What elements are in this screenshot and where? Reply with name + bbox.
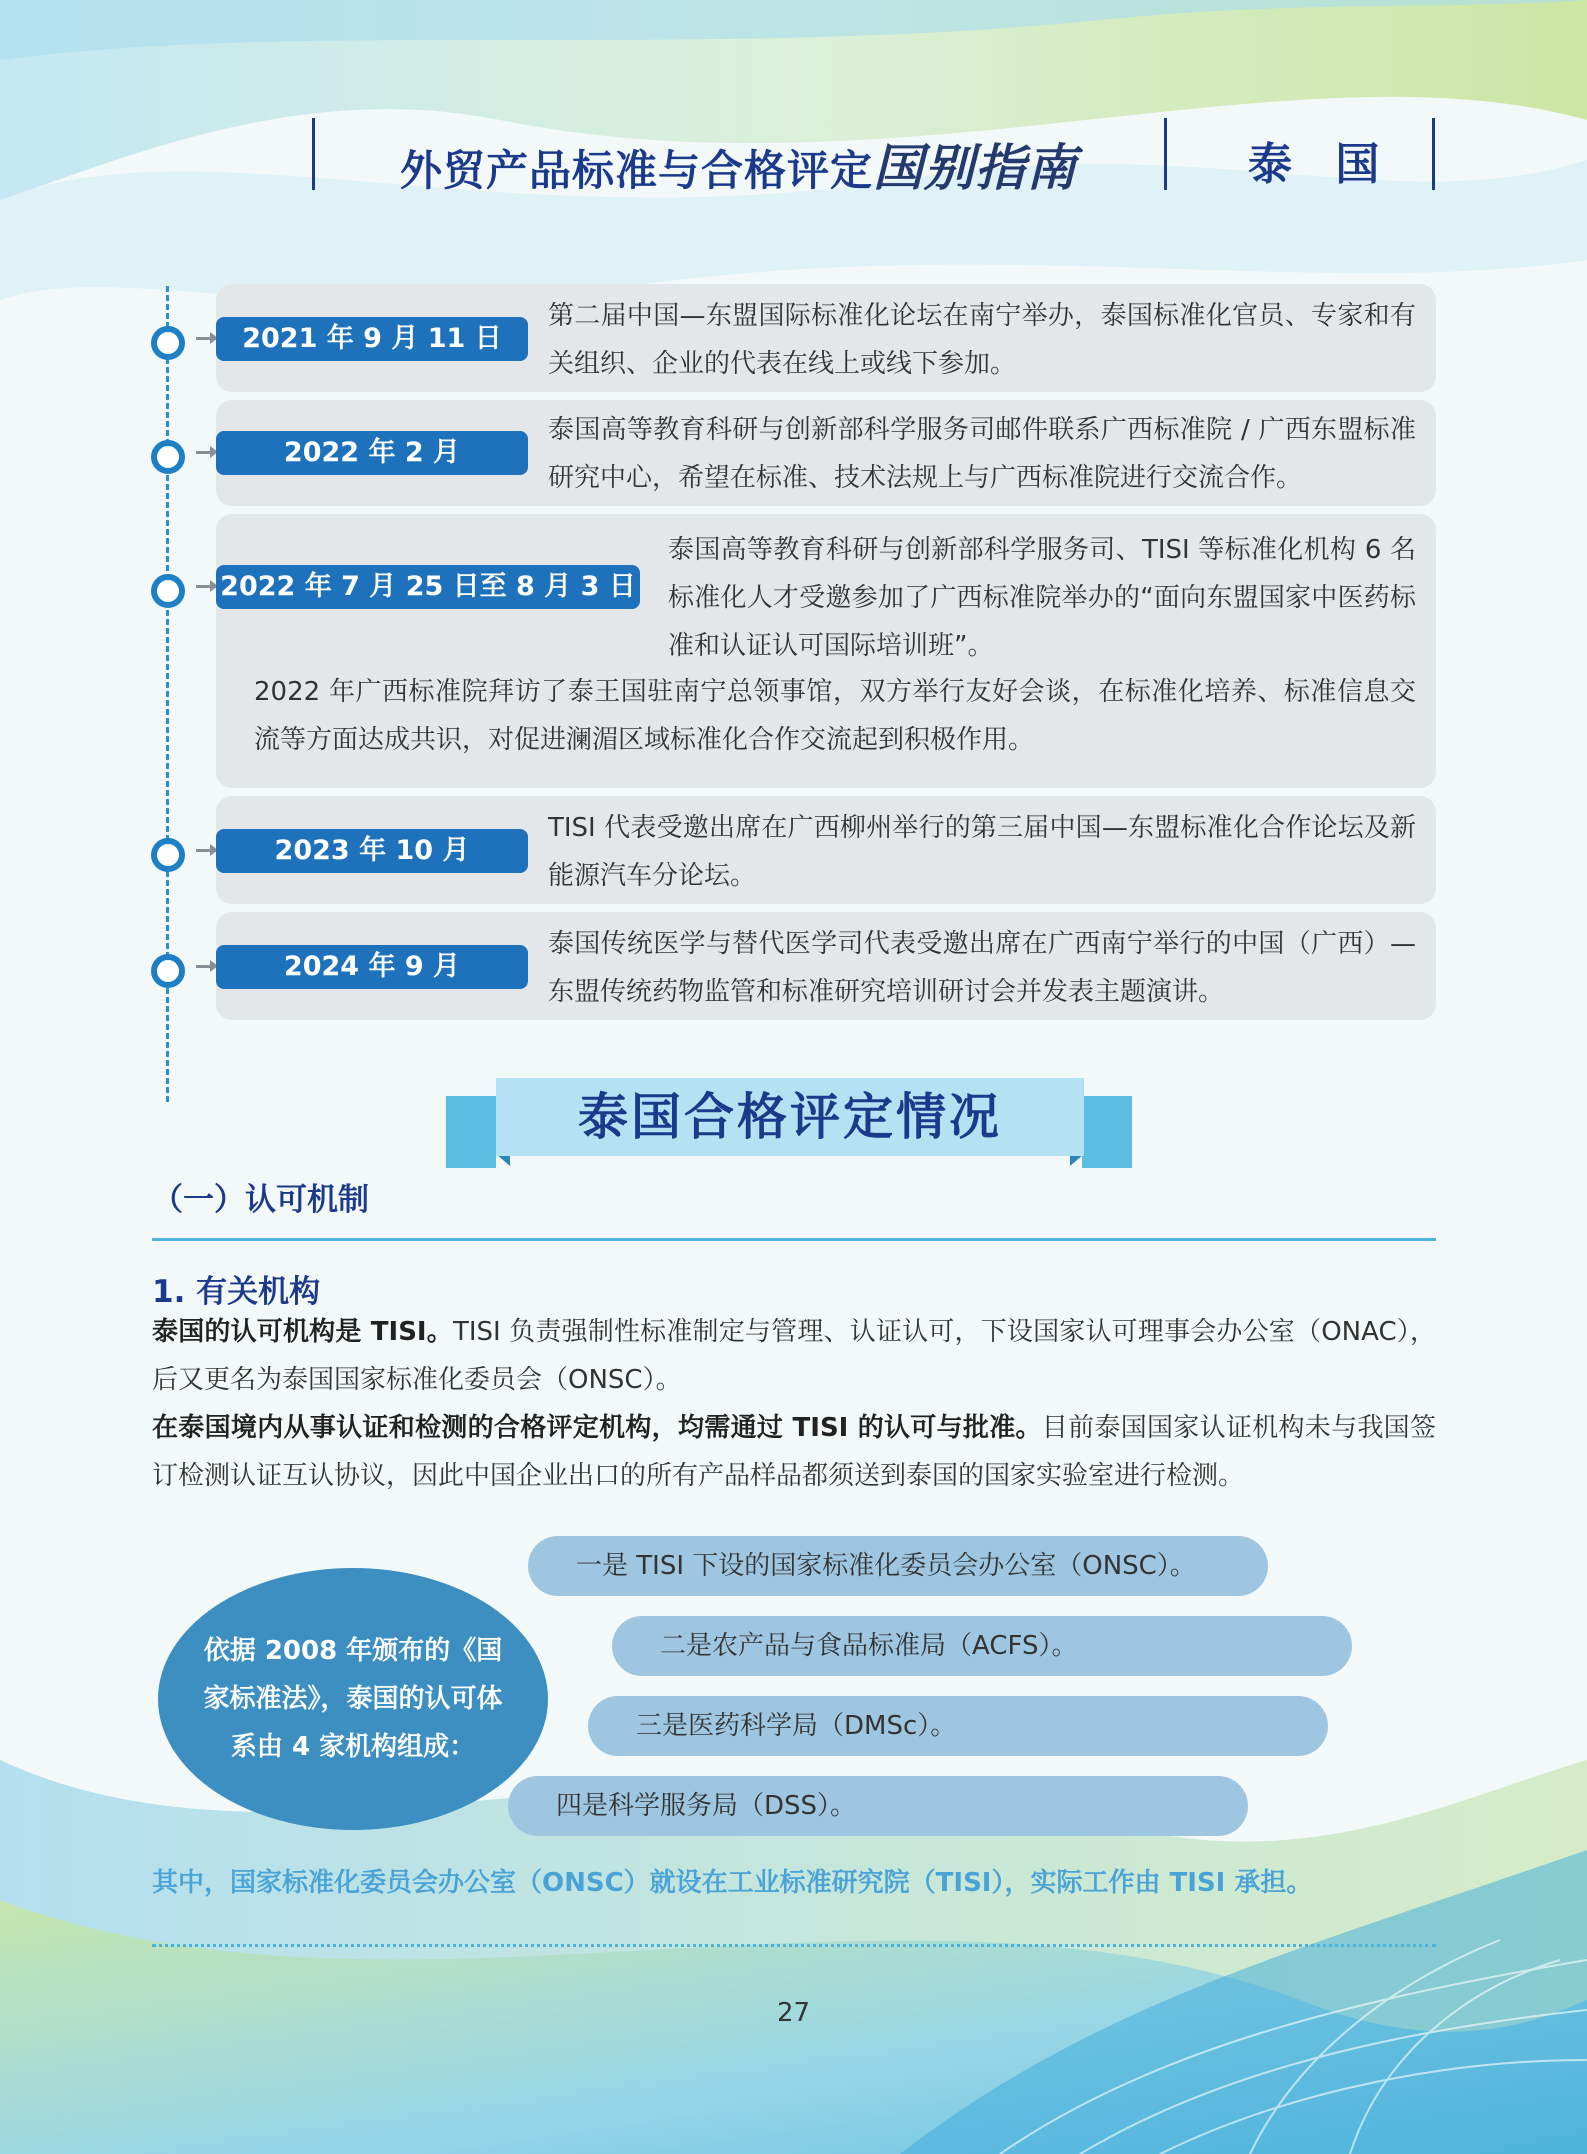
- arrow-right-icon: [196, 451, 212, 454]
- banner-wing-left: [446, 1096, 496, 1168]
- arrow-right-icon: [196, 965, 212, 968]
- dotted-divider: [152, 1944, 1436, 1947]
- timeline-dot: [151, 838, 185, 872]
- timeline-dot: [151, 954, 185, 988]
- timeline-date: 2024 年 9 月: [216, 945, 528, 989]
- timeline-dot: [151, 440, 185, 474]
- timeline-date: 2023 年 10 月: [216, 829, 528, 873]
- timeline-date: 2021 年 9 月 11 日: [216, 317, 528, 361]
- institution-pill: 二是农产品与食品标准局（ACFS）。: [612, 1616, 1352, 1676]
- timeline-dot: [151, 574, 185, 608]
- timeline-text: 泰国高等教育科研与创新部科学服务司邮件联系广西标准院 / 广西东盟标准研究中心，希望在标准、技术法规上与广西标准院进行交流合作。: [548, 415, 1416, 493]
- paragraph-2-bold: 在泰国境内从事认证和检测的合格评定机构，均需通过 TISI 的认可与批准。: [152, 1413, 1042, 1443]
- timeline-text: 泰国传统医学与替代医学司代表受邀出席在广西南宁举行的中国（广西）—东盟传统药物监管和标准研究培训研讨会并发表主题演讲。: [548, 929, 1416, 1007]
- header-divider-middle: [1164, 118, 1167, 190]
- institution-pill: 四是科学服务局（DSS）。: [508, 1776, 1248, 1836]
- guide-title: 外贸产品标准与合格评定国别指南: [400, 138, 1078, 197]
- timeline-dot: [151, 326, 185, 360]
- arrow-right-icon: [196, 337, 212, 340]
- timeline-date: 2022 年 2 月: [216, 431, 528, 475]
- country-label: 泰 国: [1248, 139, 1394, 190]
- paragraph-1-bold: 泰国的认可机构是 TISI。: [152, 1317, 453, 1347]
- paragraph-2: [152, 1404, 1436, 1500]
- header-divider-left: [312, 118, 315, 190]
- institution-pill: 一是 TISI 下设的国家标准化委员会办公室（ONSC）。: [528, 1536, 1268, 1596]
- timeline-text: TISI 代表受邀出席在广西柳州举行的第三届中国—东盟标准化合作论坛及新能源汽车分论坛。: [548, 813, 1416, 891]
- guide-title-script: 国别指南: [873, 138, 1078, 197]
- sub-subheading: 1. 有关机构: [152, 1274, 321, 1310]
- ellipse-text: 依据 2008 年颁布的《国家标准法》，泰国的认可体系由 4 家机构组成：: [203, 1636, 503, 1762]
- paragraph-2-text: 目前泰国国家认证机构未与我国签订检测认证互认协议，因此中国企业出口的所有产品样品都须送到泰国的国家实验室进行检测。: [152, 1413, 1436, 1491]
- timeline-date: 2022 年 7 月 25 日至 8 月 3 日: [216, 565, 640, 609]
- note-text: 其中，国家标准化委员会办公室（ONSC）就设在工业标准研究院（TISI），实际工作由 TISI 承担。: [152, 1868, 1313, 1898]
- timeline-text: 泰国高等教育科研与创新部科学服务司、TISI 等标准化机构 6 名标准化人才受邀参加了广西标准院举办的“面向东盟国家中医药标准和认证认可国际培训班”。: [668, 535, 1416, 661]
- institution-pill: 三是医药科学局（DMSc）。: [588, 1696, 1328, 1756]
- arrow-right-icon: [196, 849, 212, 852]
- divider: [152, 1238, 1436, 1241]
- timeline-extra-text: 2022 年广西标准院拜访了泰王国驻南宁总领事馆，双方举行友好会谈，在标准化培养、标准信息交流等方面达成共识，对促进澜湄区域标准化合作交流起到积极作用。: [254, 677, 1416, 755]
- subheading: （一）认可机制: [152, 1182, 369, 1218]
- system-ellipse: [158, 1568, 548, 1830]
- banner-wing-right: [1082, 1096, 1132, 1168]
- paragraph-1-text: TISI 负责强制性标准制定与管理、认证认可，下设国家认可理事会办公室（ONAC），后又更名为泰国国家标准化委员会（ONSC）。: [152, 1317, 1436, 1395]
- header-divider-right: [1432, 118, 1435, 190]
- timeline-text: 第二届中国—东盟国际标准化论坛在南宁举办，泰国标准化官员、专家和有关组织、企业的代表在线上或线下参加。: [548, 301, 1416, 379]
- arrow-right-icon: [196, 585, 212, 588]
- section-title: 泰国合格评定情况: [496, 1078, 1084, 1156]
- paragraph-1: [152, 1308, 1436, 1404]
- page-number: 27: [776, 1998, 811, 2028]
